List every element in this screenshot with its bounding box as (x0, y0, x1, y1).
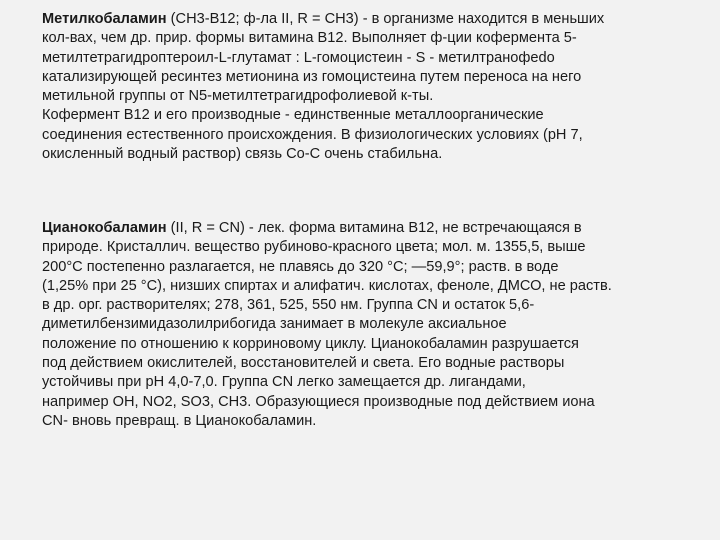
paragraph-line: окисленный водный раствор) связь Co-C очень стабильна. (42, 146, 443, 163)
paragraph-line (42, 10, 682, 29)
paragraph-line: метильной группы от N5-метилтетрагидрофолиевой к-ты. (42, 88, 434, 105)
paragraph-line: устойчивы при pH 4,0-7,0. Группа CN легко замещается др. лигандами, (42, 374, 526, 391)
paragraph-line: 200°С постепенно разлагается, не плавясь до 320 °С; —59,9°; раств. в воде (42, 258, 559, 275)
paragraph-line: диметилбензимидазолилрибогида занимает в молекуле аксиальное (42, 316, 507, 333)
paragraph-line: в др. орг. растворителях; 278, 361, 525, 550 нм. Группа CN и остаток 5,6- (42, 297, 535, 314)
paragraph-line: (1,25% при 25 °С), низших спиртах и алифатич. кислотах, феноле, ДМСО, не раств. (42, 277, 612, 294)
methylcobalamin-paragraph (42, 10, 682, 164)
paragraph-line: под действием окислителей, восстановителей и света. Его водные растворы (42, 355, 565, 372)
paragraph-line: соединения естественного происхождения. В физиологических условиях (pH 7, (42, 126, 583, 143)
term-methylcobalamin: Метилкобаламин (42, 11, 167, 27)
paragraph-line-text: (II, R = CN) - лек. форма витамина B12, не встречающаяся в (166, 220, 582, 236)
paragraph-line: положение по отношению к корриновому циклу. Цианокобаламин разрушается (42, 335, 579, 352)
paragraph-line: CN- вновь превращ. в Цианокобаламин. (42, 412, 317, 429)
paragraph-line (42, 219, 682, 238)
paragraph-line: кол-вах, чем др. прир. формы витамина В12. Выполняет ф-ции кофермента 5- (42, 30, 577, 47)
paragraph-line: природе. Кристаллич. вещество рубиново-красного цвета; мол. м. 1355,5, выше (42, 239, 586, 256)
paragraph-line: катализирующей ресинтез метионина из гомоцистеина путем переноса на него (42, 68, 582, 85)
paragraph-line: метилтетрагидроптероил-L-глутамат : L-гомоцистеин - S - метилтранофеdo (42, 49, 555, 66)
term-cyanocobalamin: Цианокобаламин (42, 220, 167, 236)
paragraph-line: Кофермент B12 и его производные - единственные металлоорганические (42, 107, 544, 124)
cyanocobalamin-paragraph (42, 219, 682, 431)
paragraph-line: например OH, NO2, SO3, CH3. Образующиеся производные под действием иона (42, 393, 595, 410)
paragraph-line-text: (CH3-B12; ф-ла II, R = CH3) - в организме находится в меньших (166, 11, 605, 27)
